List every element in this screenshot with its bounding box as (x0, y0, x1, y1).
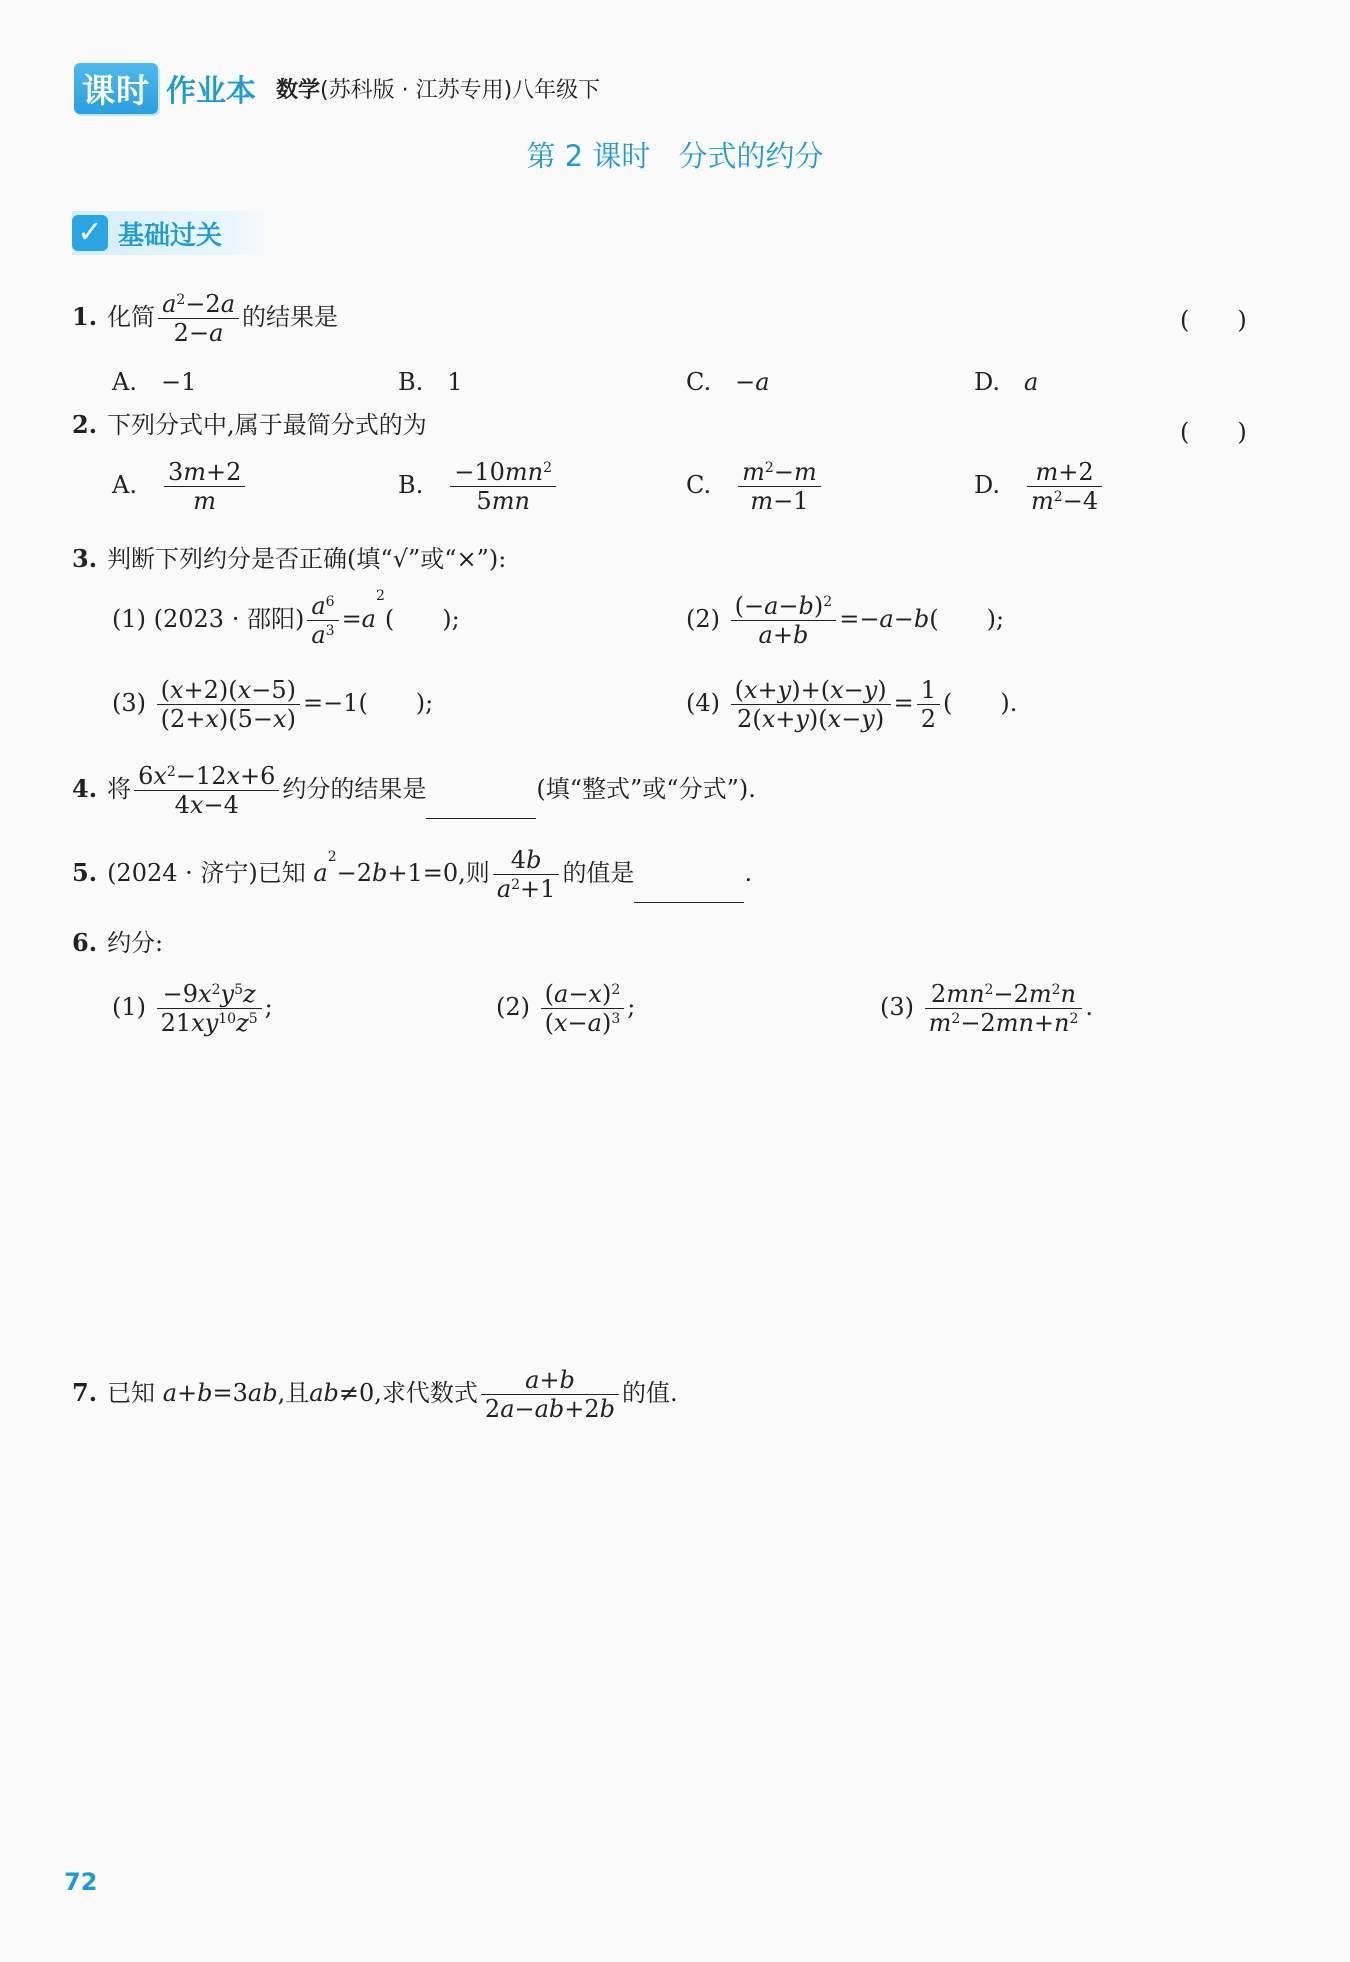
question-1: 1. 化简 $\frac{a^2-2a}{2-a}$ 的结果是 (72, 290, 338, 347)
check-icon: ✓ (72, 215, 108, 251)
option-d: D. a (974, 368, 1039, 396)
header (74, 66, 600, 110)
answer-paren: ( ) (1180, 418, 1247, 446)
question-4: 4. 将 $\frac{6x^2-12x+6}{4x-4}$ 约分的结果是 (填“整式”或“分式”). (72, 762, 756, 819)
book-subtitle: 数学(苏科版 · 江苏专用)八年级下 (276, 77, 601, 103)
answer-paren: ( ) (1180, 306, 1247, 334)
q3-item-3: (3) $\frac{(x+2)(x-5)}{(2+x)(5-x)}$ =−1( ); (112, 676, 434, 733)
question-3: 3. 判断下列约分是否正确(填“√”或“×”): (72, 544, 507, 573)
option-b: B. $\frac{-10mn^2}{5mn}$ (398, 458, 559, 515)
section-title: 基础过关 (118, 220, 223, 251)
lesson-title: 第 2 课时 分式的约分 (526, 139, 824, 173)
brand-name: 作业本 (166, 74, 256, 109)
option-b: B. 1 (398, 368, 463, 396)
answer-blank[interactable] (634, 902, 744, 903)
answer-blank[interactable] (426, 818, 536, 819)
question-5: 5. (2024 · 济宁)已知 $a^2-2b+1=0$,则 $\frac{4b}{a^2+1}$ 的值是 . (72, 846, 753, 903)
option-c: C. $\frac{m^2-m}{m-1}$ (686, 458, 824, 515)
question-6: 6. 约分: (72, 928, 164, 957)
page-number: 72 (64, 1868, 98, 1896)
question-2: 2. 下列分式中,属于最简分式的为 (72, 410, 427, 439)
q3-item-2: (2) $\frac{(-a-b)^2}{a+b}$ =−a−b( ); (686, 592, 1005, 649)
question-7: 7. 已知 a+b=3ab,且ab≠0,求代数式 $\frac{a+b}{2a-ab+2b}$ 的值. (72, 1366, 678, 1423)
option-c: C. −a (686, 368, 770, 396)
q3-item-4: (4) $\frac{(x+y)+(x-y)}{2(x+y)(x-y)}$ = $\frac{1}{2}$ ( ). (686, 676, 1018, 733)
option-a: A. $\frac{3m+2}{m}$ (112, 458, 248, 515)
option-d: D. $\frac{m+2}{m^2-4}$ (974, 458, 1105, 515)
section-tag (72, 211, 272, 255)
logo: 课时 (74, 63, 158, 114)
q6-item-2: (2) $\frac{(a-x)^2}{(x-a)^3}$ ; (496, 980, 636, 1037)
fraction: $\frac{a^2-2a}{2-a}$ (158, 290, 239, 347)
option-a: A. −1 (112, 368, 197, 396)
q6-item-3: (3) $\frac{2mn^2-2m^2n}{m^2-2mn+n^2}$ . (880, 980, 1094, 1037)
q3-item-1: (1) (2023 · 邵阳) $\frac{a^6}{a^3}$ $=a^2$( ); (112, 588, 460, 649)
q6-item-1: (1) $\frac{-9x^2y^5z}{21xy^{10}z^5}$ ; (112, 980, 273, 1037)
